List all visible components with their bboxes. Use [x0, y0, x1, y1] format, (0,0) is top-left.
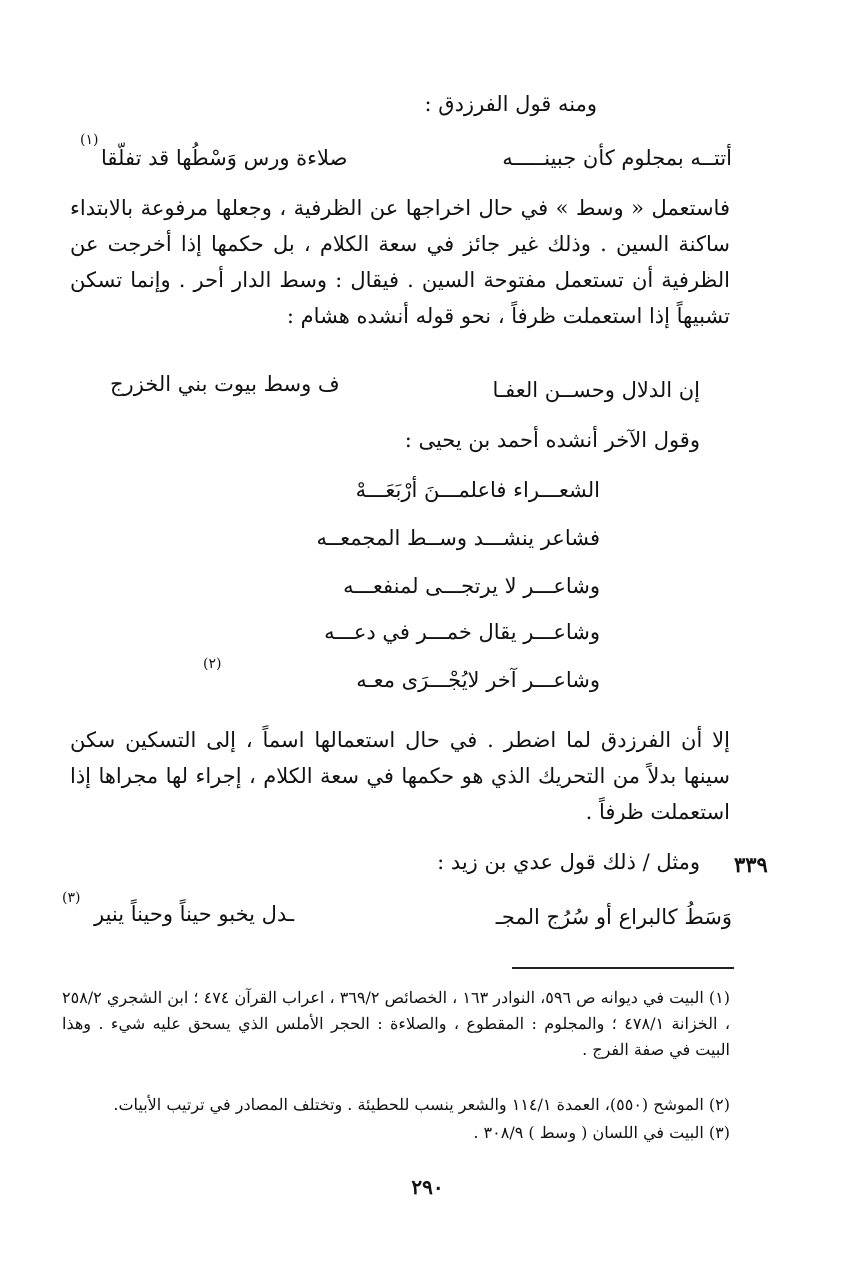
intro-line-2: وقول الآخر أنشده أحمد بن يحيى :: [404, 428, 700, 452]
verse2-first-hemistich: إن الدلال وحســن العفـا: [492, 378, 700, 402]
verse1-second-hemistich: صلاءة ورس وَسْطُها قد تفلّقا: [101, 146, 348, 170]
poem-line: وشاعـــر يقال خمـــر في دعـــه: [324, 620, 600, 644]
intro-line-3: ومثل / ذلك قول عدي بن زيد :: [437, 850, 700, 874]
page-number: ٢٩٠: [411, 1175, 444, 1199]
footnote-marker-1: (١): [80, 132, 99, 148]
verse2-second-hemistich: ف وسط بيوت بني الخزرج: [110, 372, 340, 396]
verse3-second-hemistich: ـدل يخبو حيناً وحيناً ينير: [94, 902, 295, 926]
verse1-first-hemistich: أتتــه بمجلوم كأن جبينـــــه: [502, 146, 732, 170]
footnote-2: (٢) الموشح (٥٥٠)، العمدة ١١٤/١ والشعر ينسب للحطيئة . وتختلف المصادر في ترتيب الأبيات.: [113, 1095, 730, 1114]
margin-page-reference: ٣٣٩: [734, 852, 768, 877]
footnote-marker-3: (٣): [62, 890, 81, 906]
footnote-marker-2: (٢): [203, 656, 222, 672]
footnote-1: (١) البيت في ديوانه ص ٥٩٦، النوادر ١٦٣ ، الخصائص ٣٦٩/٢ ، اعراب القرآن ٤٧٤ ؛ ابن الشجري ٢٥٨/٢ ، الخزانة ٤٧٨/١ ؛ والمجلوم : المقطوع ، والصلاءة : الحجر الأملس الذي يسحق عليه شيء . وهذا البيت في صفة الفرج .: [62, 988, 731, 1059]
verse3-first-hemistich: وَسَطُ كالبراع أو سُرُج المجـ: [495, 905, 732, 929]
paragraph-1: فاستعمل « وسط » في حال اخراجها عن الظرفية ، وجعلها مرفوعة بالابتداء ساكنة السين . وذلك غير جائز في سعة الكلام ، بل حكمها إذا أخرجت عن الظرفية أن تستعمل مفتوحة السين . فيقال : وسط الدار أحر . وإنما تسكن تشبيهاً إذا استعملت ظرفاً ، نحو قوله أنشده هشام :: [70, 196, 730, 328]
poem-line: وشاعـــر آخر لايُجْـــرَى معـه: [356, 668, 600, 692]
paragraph-2: إلا أن الفرزدق لما اضطر . في حال استعمالها اسماً ، إلى التسكين سكن سينها بدلاً من التحريك الذي هو حكمها في سعة الكلام ، إجراء لها مجراها إذا استعملت ظرفاً .: [70, 728, 730, 824]
footnote-3: (٣) البيت في اللسان ( وسط ) ٣٠٨/٩ .: [473, 1123, 730, 1142]
footnote-separator: [512, 967, 734, 969]
poem-line: وشاعـــر لا يرتجـــى لمنفعـــه: [343, 574, 600, 598]
poem-line: فشاعر ينشـــد وســط المجمعــه: [316, 526, 600, 550]
intro-line: ومنه قول الفرزدق :: [424, 92, 597, 116]
poem-line: الشعـــراء فاعلمـــنَ أرْبَعَـــهْ: [355, 478, 600, 502]
